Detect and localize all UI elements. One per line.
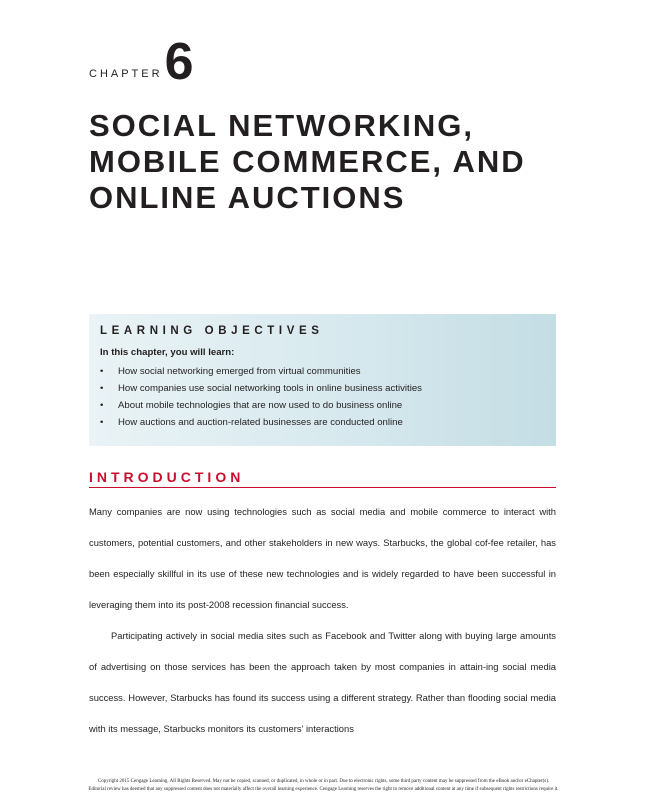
chapter-title-line: MOBILE COMMERCE, AND [89, 144, 526, 179]
introduction-heading: INTRODUCTION [89, 469, 245, 485]
list-item-text: How auctions and auction-related businesses are conducted online [118, 417, 403, 428]
footer-line: Copyright 2015 Cengage Learning. All Rights Reserved. May not be copied, scanned, or duplicated, in whole or in part. Due to electronic rights, some third party content may be suppressed from the eBook and/or eChapter(s). [97, 779, 550, 784]
list-item [100, 397, 556, 414]
chapter-word: CHAPTER [89, 68, 163, 80]
chapter-number: 6 [164, 33, 194, 91]
introduction-body [89, 496, 556, 744]
bullet-icon: • [100, 366, 104, 377]
chapter-title-line: ONLINE AUCTIONS [89, 180, 406, 215]
paragraph: Many companies are now using technologies such as social media and mobile commerce to interact with customers, potential customers, and other stakeholders in new ways. Starbucks, the global cof-fee retailer, has been especially skillful in its use of these new technologies and is widely regarded to have been successful in leveraging them into its post-2008 recession financial success. [89, 506, 556, 610]
list-item-text: How social networking emerged from virtual communities [118, 366, 361, 377]
learning-objectives-list [100, 363, 556, 431]
list-item [100, 363, 556, 380]
chapter-title-line: SOCIAL NETWORKING, [89, 108, 475, 143]
learning-objectives-intro: In this chapter, you will learn: [100, 347, 235, 358]
section-divider [89, 487, 556, 488]
chapter-label [89, 33, 194, 91]
bullet-icon: • [100, 383, 104, 394]
list-item [100, 380, 556, 397]
learning-objectives-box [89, 314, 556, 446]
bullet-icon: • [100, 400, 104, 411]
list-item-text: About mobile technologies that are now used to do business online [118, 400, 403, 411]
footer-line: Editorial review has deemed that any suppressed content does not materially affect the overall learning experience. Cengage Learning reserves the right to remove additional content at any time if subsequent rights restrictions require it. [88, 787, 559, 792]
list-item [100, 414, 556, 431]
list-item-text: How companies use social networking tools in online business activities [118, 383, 422, 394]
paragraph: Participating actively in social media sites such as Facebook and Twitter along with buying large amounts of advertising on those services has been the approach taken by most companies in attain-ing social media success. However, Starbucks has found its success using a different strategy. Rather than flooding social media with its message, Starbucks monitors its customers' interactions [89, 630, 556, 734]
copyright-footer [0, 778, 647, 794]
learning-objectives-heading: LEARNING OBJECTIVES [100, 325, 324, 337]
bullet-icon: • [100, 417, 104, 428]
chapter-title [89, 108, 609, 216]
